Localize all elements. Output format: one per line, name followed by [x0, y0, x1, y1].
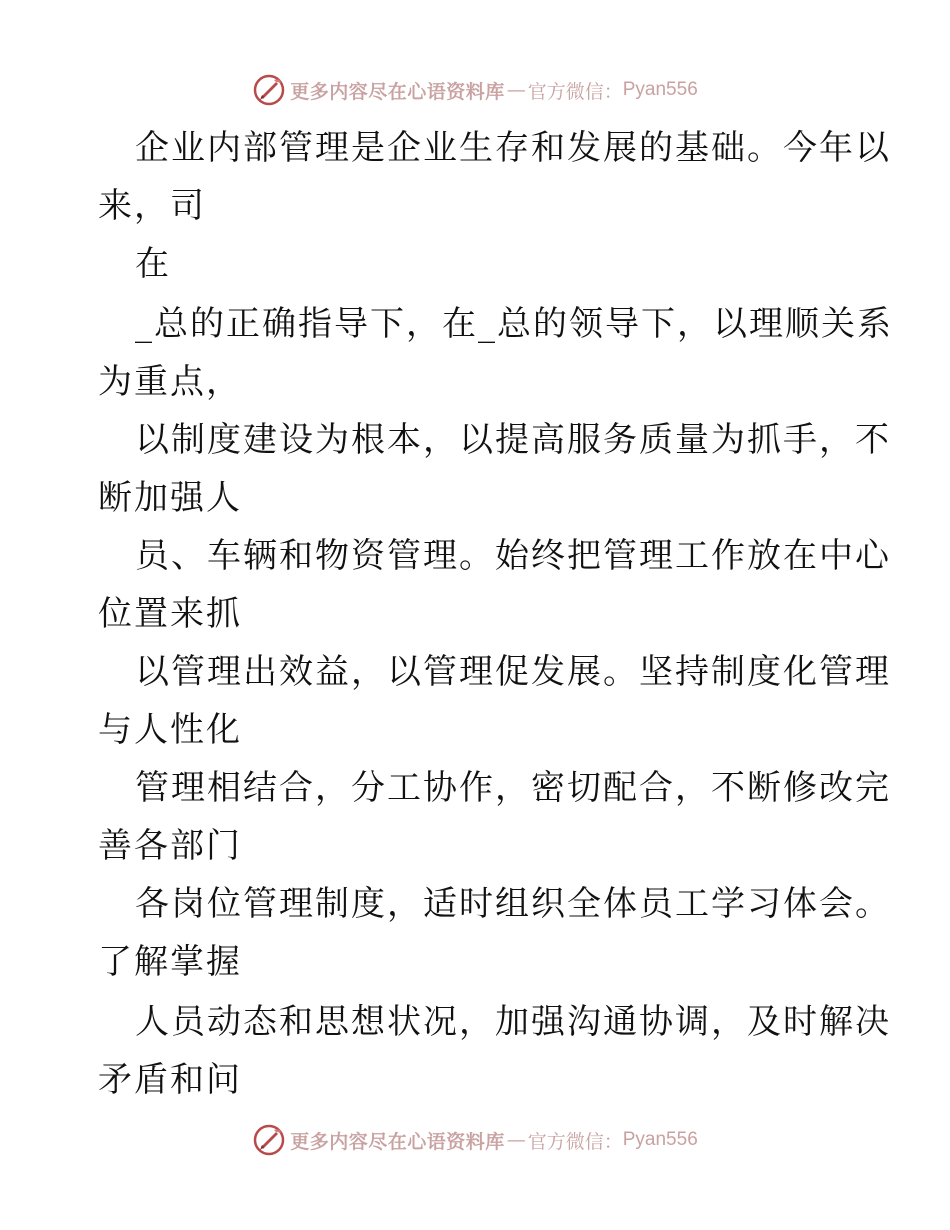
body-line: _总的正确指导下，在_总的领导下，以理顺关系 [135, 304, 893, 344]
banner-wechat-id: Pyan556 [622, 1129, 698, 1150]
body-line: 善各部门 [98, 826, 242, 866]
banner-title: 更多内容尽在心语资料库 [290, 80, 505, 103]
quill-pen-logo-icon [252, 73, 286, 107]
body-line: 员、车辆和物资管理。始终把管理工作放在中心 [135, 536, 891, 576]
body-line: 为重点， [98, 362, 242, 402]
body-line: 断加强人 [98, 478, 242, 518]
body-line: 矛盾和问 [98, 1060, 242, 1100]
body-line: 以制度建设为根本，以提高服务质量为抓手，不 [135, 420, 891, 460]
banner-dash: — [506, 1129, 526, 1151]
header-banner [0, 70, 950, 110]
banner-wechat-id: Pyan556 [622, 79, 698, 100]
body-line: 企业内部管理是企业生存和发展的基础。今年以 [135, 128, 891, 168]
body-line: 来，司 [98, 186, 206, 226]
banner-dash: — [506, 79, 526, 101]
body-line: 在 [135, 244, 171, 284]
quill-pen-logo-icon [252, 1123, 286, 1157]
body-line: 各岗位管理制度，适时组织全体员工学习体会。 [135, 884, 891, 924]
body-line: 以管理出效益，以管理促发展。坚持制度化管理 [135, 652, 891, 692]
banner-wechat-label: 官方微信： [527, 80, 623, 103]
body-line: 管理相结合，分工协作，密切配合，不断修改完 [135, 768, 891, 808]
footer-banner [0, 1120, 950, 1160]
body-line: 与人性化 [98, 710, 242, 750]
body-line: 了解掌握 [98, 942, 242, 982]
body-line: 人员动态和思想状况，加强沟通协调，及时解决 [135, 1002, 891, 1042]
banner-title: 更多内容尽在心语资料库 [290, 1130, 505, 1153]
body-line: 位置来抓 [98, 594, 242, 634]
banner-wechat-label: 官方微信： [527, 1130, 623, 1153]
